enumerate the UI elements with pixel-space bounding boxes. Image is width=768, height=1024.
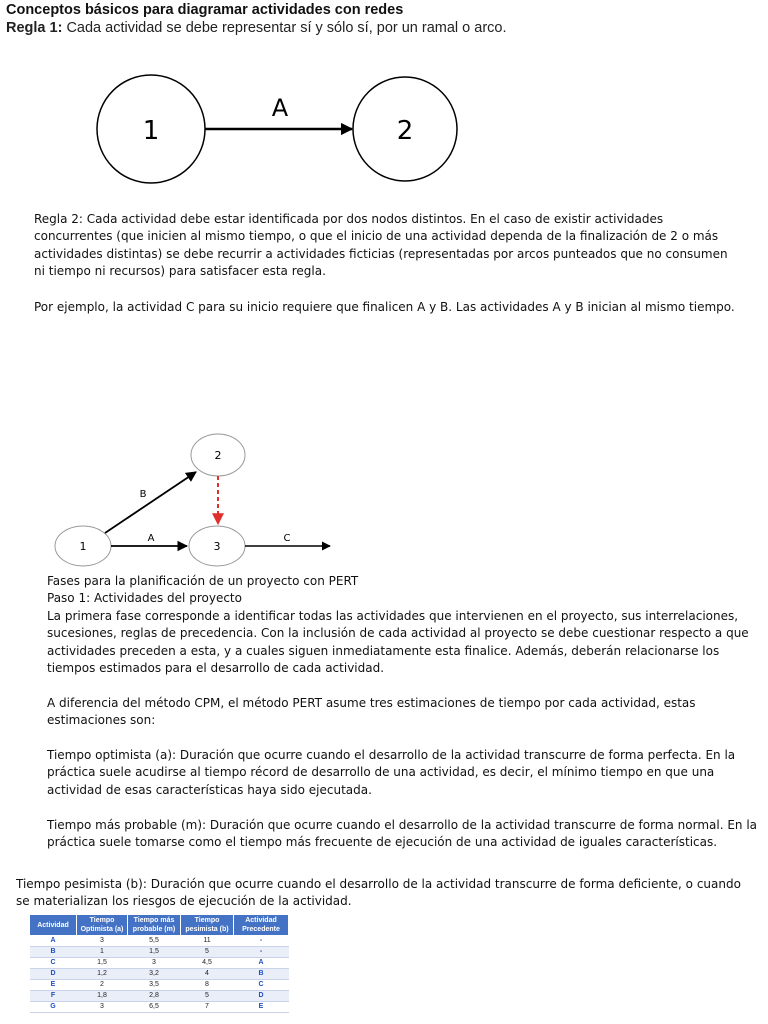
- table-cell: 4,5: [181, 958, 234, 969]
- example-paragraph: Por ejemplo, la actividad C para su inicio requiere que finalicen A y B. Las actividades A y B inician al mismo tiempo.: [34, 300, 735, 314]
- node-1-text: 1: [79, 540, 87, 553]
- table-cell: 5: [181, 947, 234, 958]
- table-cell: F: [30, 991, 77, 1002]
- table-cell: E: [234, 1002, 289, 1013]
- table-cell: 1,2: [77, 969, 128, 980]
- table-cell: B: [234, 969, 289, 980]
- table-cell: 1,5: [128, 947, 181, 958]
- rule-1: [6, 20, 507, 36]
- table-cell: 3: [128, 958, 181, 969]
- arc-a-label: A: [147, 533, 155, 544]
- table-row: [30, 980, 289, 991]
- table-header-row: [30, 915, 289, 936]
- phases-paragraph-1: La primera fase corresponde a identificar todas las actividades que intervienen en el proyecto, sus interrelaciones, sucesiones, reglas de precedencia. Con la inclusión de cada actividad al proyecto se debe cuestionar respecto a que actividades preceden a esta, y a cuales siguen inmediatamente esta finalice. Además, deberán relacionarse los tiempos estimados para el desarrollo de cada actividad.: [47, 608, 749, 676]
- table-cell: -: [234, 936, 289, 947]
- phases-heading: Fases para la planificación de un proyecto con PERT: [47, 574, 359, 588]
- rule-2-paragraph: Regla 2: Cada actividad debe estar identificada por dos nodos distintos. En el caso de existir actividades concurrentes (que inicien al mismo tiempo, o que el inicio de una actividad dependa de la finalización de 2 o más actividades distintas) se debe recurrir a actividades ficticias (representadas por arcos punteados que no consumen ni tiempo ni recursos) para satisfacer esta regla.: [34, 212, 728, 279]
- table-cell: 2,8: [128, 991, 181, 1002]
- pert-table: [29, 914, 289, 1013]
- table-cell: 1,8: [77, 991, 128, 1002]
- pessimistic-paragraph: Tiempo pesimista (b): Duración que ocurre cuando el desarrollo de la actividad transcurre de forma deficiente, o cuando se materializan los riesgos de ejecución de la actividad.: [16, 877, 741, 909]
- arc-b: [105, 472, 196, 533]
- table-cell: A: [234, 958, 289, 969]
- table-cell: C: [30, 958, 77, 969]
- table-cell: C: [234, 980, 289, 991]
- table-cell: D: [234, 991, 289, 1002]
- table-cell: G: [30, 1002, 77, 1013]
- table-cell: 3: [77, 1002, 128, 1013]
- table-cell: 3,5: [128, 980, 181, 991]
- header-precedente: Actividad Precedente: [234, 915, 289, 936]
- table-cell: 5,5: [128, 936, 181, 947]
- table-cell: 3,2: [128, 969, 181, 980]
- table-cell: 8: [181, 980, 234, 991]
- table-cell: 11: [181, 936, 234, 947]
- most-probable-paragraph: Tiempo más probable (m): Duración que ocurre cuando el desarrollo de la actividad transcurre de forma normal. En la práctica suele tomarse como el tiempo más frecuente de ejecución de una actividad de iguales características.: [47, 817, 758, 850]
- optimistic-paragraph: Tiempo optimista (a): Duración que ocurre cuando el desarrollo de la actividad transcurre de forma perfecta. En la práctica suele acudirse al tiempo récord de desarrollo de una actividad, es decir, el mínimo tiempo en que una actividad de esas características haya sido ejecutada.: [47, 748, 736, 797]
- node-2-text: 2: [214, 449, 222, 462]
- step-1-heading: Paso 1: Actividades del proyecto: [47, 591, 242, 606]
- node-3-text: 3: [213, 540, 221, 553]
- header-optimista: Tiempo Optimista (a): [77, 915, 128, 936]
- table-cell: 3: [77, 936, 128, 947]
- table-row: [30, 969, 289, 980]
- table-cell: 5: [181, 991, 234, 1002]
- rule-1-label: Regla 1:: [6, 20, 63, 36]
- table-cell: 2: [77, 980, 128, 991]
- table-row: [30, 991, 289, 1002]
- table-cell: D: [30, 969, 77, 980]
- table-cell: 1,5: [77, 958, 128, 969]
- table-cell: E: [30, 980, 77, 991]
- table-row: [30, 947, 289, 958]
- page-title: Conceptos básicos para diagramar actividades con redes: [6, 2, 404, 18]
- table-cell: 6,5: [128, 1002, 181, 1013]
- table-row: [30, 936, 289, 947]
- diagram-rule-1: [90, 70, 470, 200]
- phases-section: [47, 573, 765, 851]
- header-pesimista: Tiempo pesimista (b): [181, 915, 234, 936]
- header-probable: Tiempo más probable (m): [128, 915, 181, 936]
- rule-1-text: Cada actividad se debe representar sí y sólo sí, por un ramal o arco.: [62, 20, 507, 36]
- arc-b-label: B: [139, 489, 147, 500]
- arc-c-label: C: [283, 533, 291, 544]
- header-actividad: Actividad: [30, 915, 77, 936]
- diagram-rule-2: [50, 430, 350, 575]
- table-cell: 4: [181, 969, 234, 980]
- table-cell: -: [234, 947, 289, 958]
- phases-paragraph-2: A diferencia del método CPM, el método PERT asume tres estimaciones de tiempo por cada actividad, estas estimaciones son:: [47, 695, 696, 728]
- arc-a-label: A: [271, 94, 289, 122]
- node-2-label: 2: [396, 116, 414, 146]
- pert-table-container: [29, 914, 289, 1013]
- table-cell: B: [30, 947, 77, 958]
- node-1-label: 1: [142, 116, 160, 146]
- table-cell: 1: [77, 947, 128, 958]
- table-cell: A: [30, 936, 77, 947]
- table-row: [30, 1002, 289, 1013]
- table-row: [30, 958, 289, 969]
- table-cell: 7: [181, 1002, 234, 1013]
